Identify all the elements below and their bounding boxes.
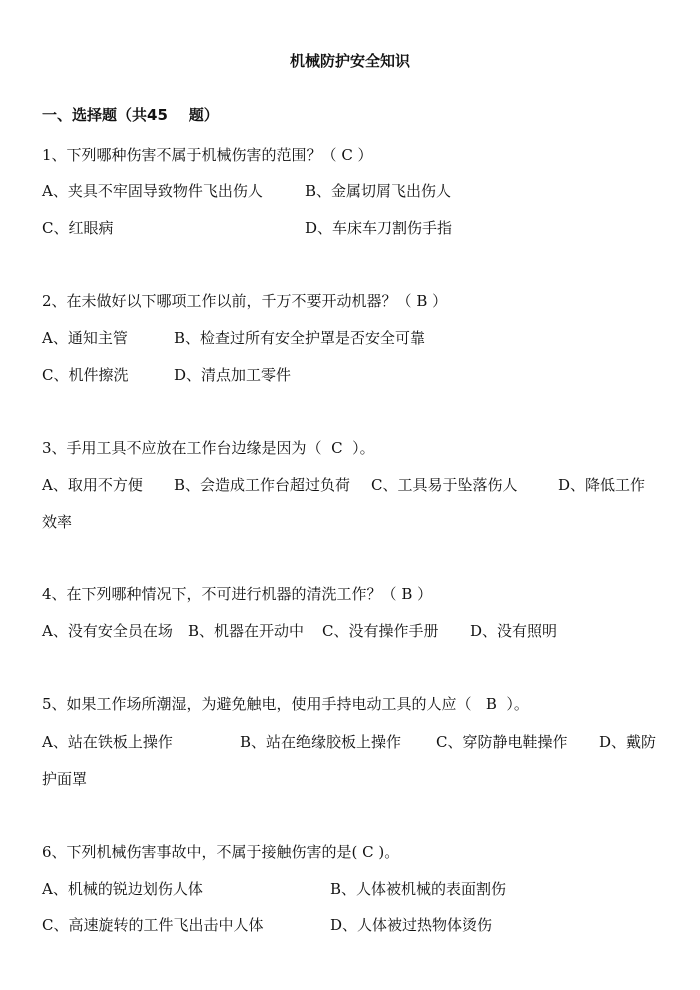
question-5-option-d: D、戴防 xyxy=(599,733,657,751)
question-5-option-a: A、站在铁板上操作 xyxy=(42,733,173,751)
question-4-option-d: D、没有照明 xyxy=(470,622,558,640)
question-2-option-d: D、清点加工零件 xyxy=(174,366,292,384)
question-5-stem: 5、如果工作场所潮湿，为避免触电，使用手持电动工具的人应（ B ）。 xyxy=(42,695,529,713)
question-2-option-c: C、机件擦洗 xyxy=(42,366,129,384)
question-5-option-d-continued: 护面罩 xyxy=(42,770,88,788)
question-1-option-d: D、车床车刀割伤手指 xyxy=(305,219,453,237)
question-3-option-a: A、取用不方便 xyxy=(42,476,143,494)
question-6-option-b: B、人体被机械的表面割伤 xyxy=(330,880,507,898)
question-2-option-a: A、通知主管 xyxy=(42,329,128,347)
question-1-option-b: B、金属切屑飞出伤人 xyxy=(305,182,452,200)
question-3-option-d-continued: 效率 xyxy=(42,513,73,531)
question-6-option-c: C、高速旋转的工件飞出击中人体 xyxy=(42,916,264,934)
question-4-stem: 4、在下列哪种情况下，不可进行机器的清洗工作？（ B ） xyxy=(42,585,433,603)
question-1-stem: 1、下列哪种伤害不属于机械伤害的范围？（ C ） xyxy=(42,146,373,164)
document-title: 机械防护安全知识 xyxy=(289,52,410,70)
question-5-option-c: C、穿防静电鞋操作 xyxy=(436,733,568,751)
question-6-option-a: A、机械的锐边划伤人体 xyxy=(42,880,203,898)
question-2-stem: 2、在未做好以下哪项工作以前，千万不要开动机器？（ B ） xyxy=(42,292,448,310)
question-4-option-a: A、没有安全员在场 xyxy=(42,622,173,640)
question-5-option-b: B、站在绝缘胶板上操作 xyxy=(240,733,402,751)
section-heading: 一、选择题（共45 题） xyxy=(42,106,219,124)
question-3-stem: 3、手用工具不应放在工作台边缘是因为（ C ）。 xyxy=(42,439,375,457)
question-1-option-c: C、红眼病 xyxy=(42,219,114,237)
question-4-option-c: C、没有操作手册 xyxy=(322,622,439,640)
question-4-option-b: B、机器在开动中 xyxy=(188,622,305,640)
question-6-stem: 6、下列机械伤害事故中，不属于接触伤害的是( C )。 xyxy=(42,843,400,861)
question-3-option-d: D、降低工作 xyxy=(558,476,646,494)
question-6-option-d: D、人体被过热物体烫伤 xyxy=(330,916,493,934)
question-1-option-a: A、夹具不牢固导致物件飞出伤人 xyxy=(42,182,263,200)
question-2-option-b: B、检查过所有安全护罩是否安全可靠 xyxy=(174,329,426,347)
question-3-option-b: B、会造成工作台超过负荷 xyxy=(174,476,351,494)
question-3-option-c: C、工具易于坠落伤人 xyxy=(371,476,518,494)
